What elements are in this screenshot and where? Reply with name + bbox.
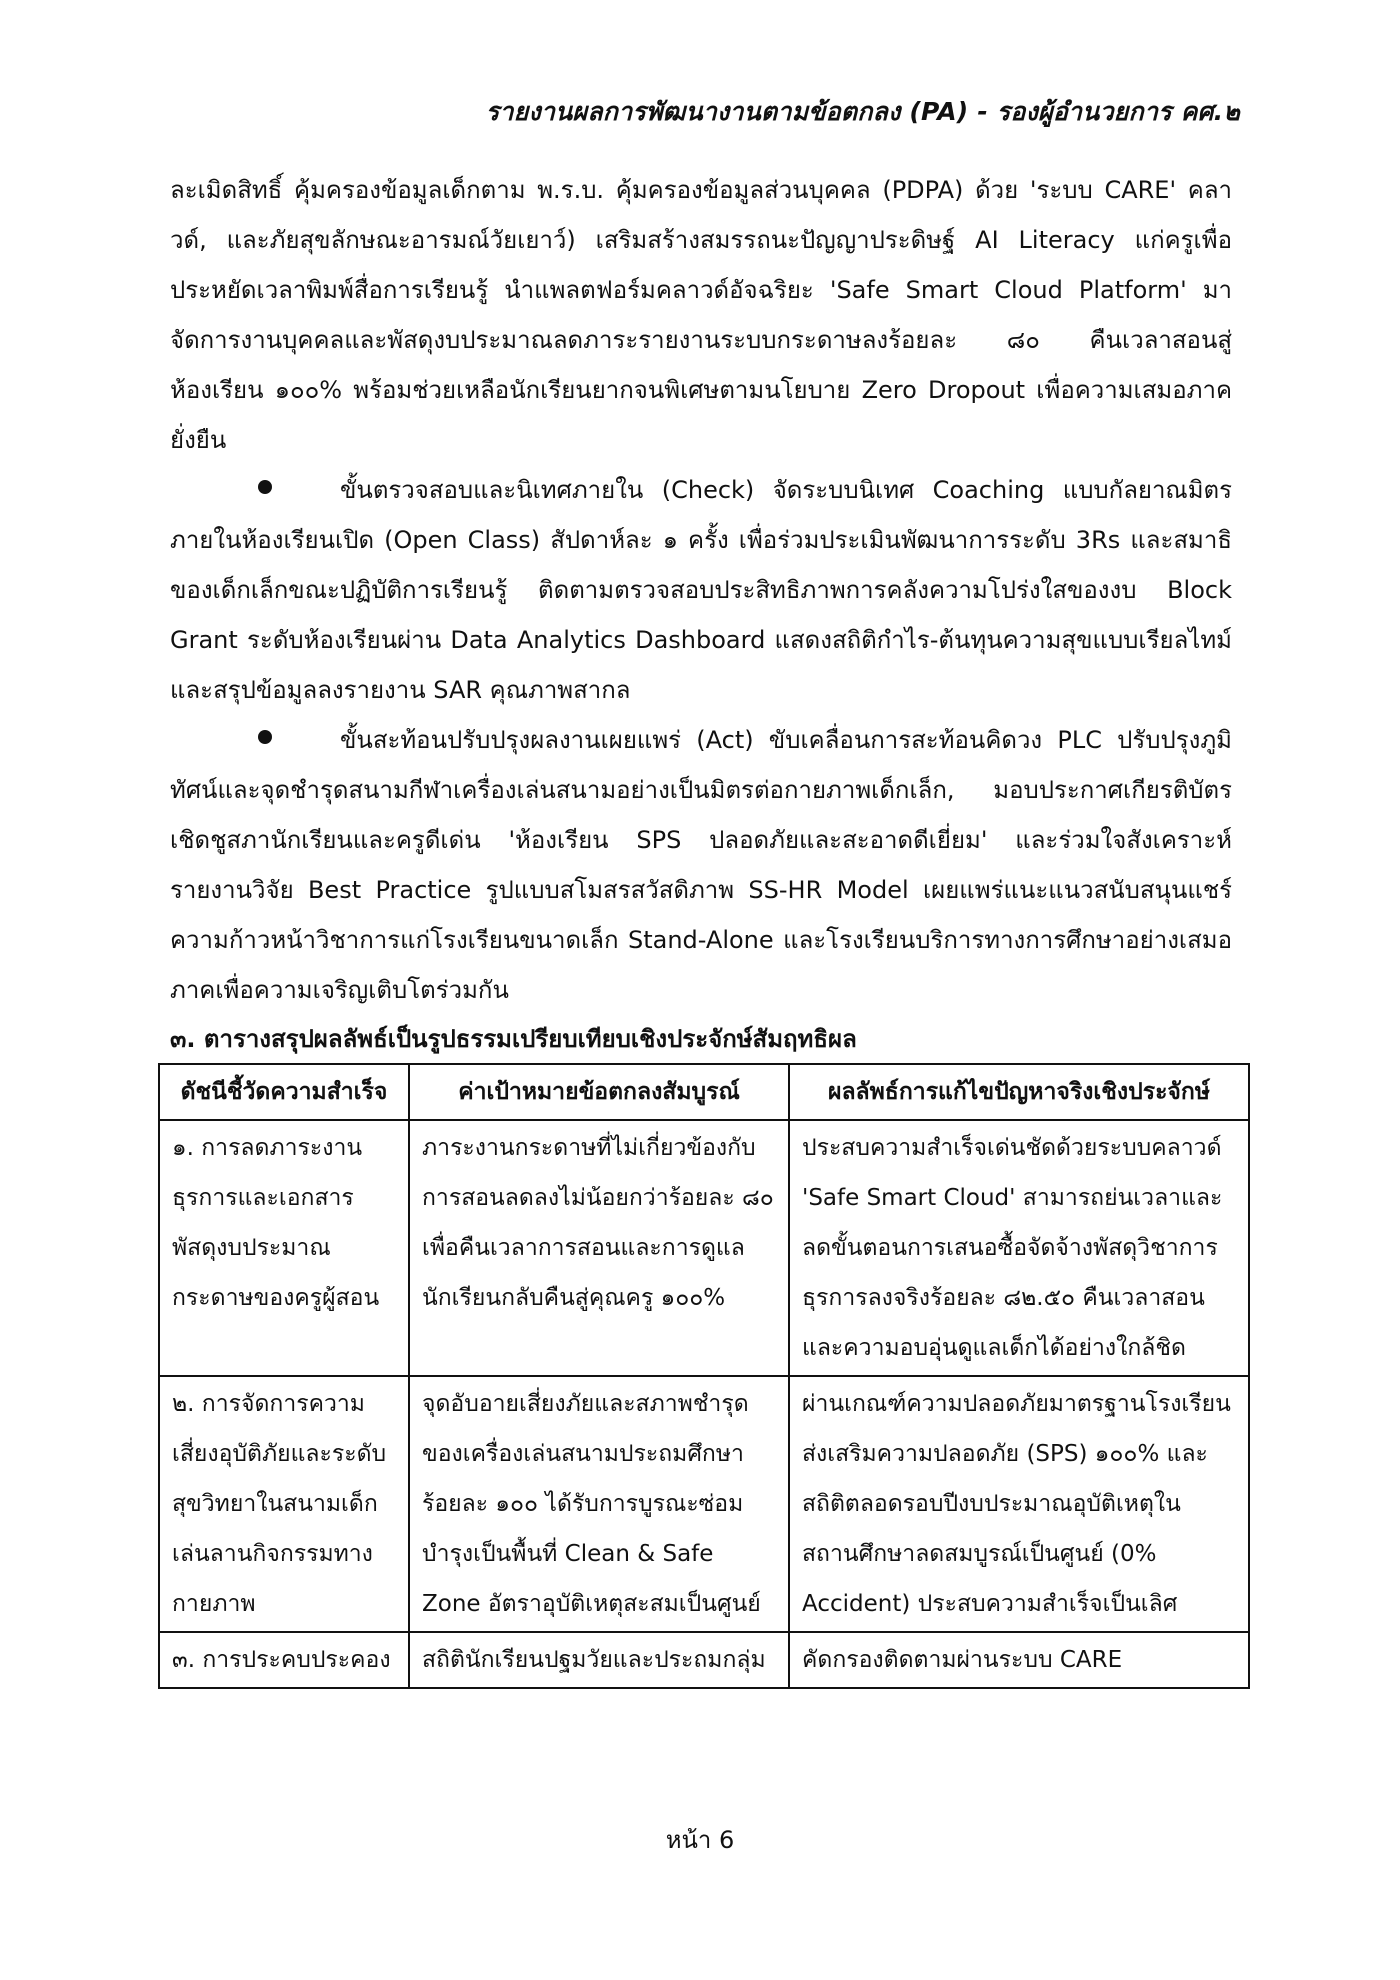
bullet-text: ขั้นสะท้อนปรับปรุงผลงานเผยแพร่ (Act) ขับเคลื่อนการสะท้อนคิดวง PLC ปรับปรุงภูมิทัศน์และจุดชำรุดสนามกีฬาเครื่องเล่นสนามอย่างเป็นมิตรต่อกายภาพเด็กเล็ก, มอบประกาศเกียรติบัตรเชิดชูสภานักเรียนและครูดีเด่น 'ห้องเรียน SPS ปลอดภัยและสะอาดดีเยี่ยม' และร่วมใจสังเคราะห์รายงานวิจัย Best Practice รูปแบบสโมสรสวัสดิภาพ SS-HR Model เผยแพร่แนะแนวสนับสนุนแชร์ความก้าวหน้าวิชาการแก่โรงเรียนขนาดเล็ก Stand-Alone และโรงเรียนบริการทางการศึกษาอย่างเสมอภาคเพื่อความเจริญเติบโตร่วมกัน [170,726,1232,1004]
page-header: รายงานผลการพัฒนางานตามข้อตกลง (PA) - รองผู้อำนวยการ คศ.๒ [485,97,1240,126]
header-result: ผลลัพธ์การแก้ไขปัญหาจริงเชิงประจักษ์ [789,1064,1249,1120]
bullet-icon [258,480,272,494]
header-target: ค่าเป้าหมายข้อตกลงสัมบูรณ์ [409,1064,789,1120]
table-row [159,1120,1249,1376]
cell-indicator: ๑. การลดภาระงานธุรการและเอกสารพัสดุงบประมาณกระดาษของครูผู้สอน [159,1120,409,1376]
table-row [159,1632,1249,1688]
bullet-item-act [170,715,1232,1015]
cell-indicator: ๓. การประคบประคอง [159,1632,409,1688]
cell-indicator: ๒. การจัดการความเสี่ยงอุบัติภัยและระดับสุขวิทยาในสนามเด็กเล่นลานกิจกรรมทางกายภาพ [159,1376,409,1632]
table-header-row [159,1064,1249,1120]
cell-target: ภาระงานกระดาษที่ไม่เกี่ยวข้องกับการสอนลดลงไม่น้อยกว่าร้อยละ ๘๐ เพื่อคืนเวลาการสอนและการดูแลนักเรียนกลับคืนสู่คุณครู ๑๐๐% [409,1120,789,1376]
cell-result: ผ่านเกณฑ์ความปลอดภัยมาตรฐานโรงเรียนส่งเสริมความปลอดภัย (SPS) ๑๐๐% และสถิติตลอดรอบปีงบประมาณอุบัติเหตุในสถานศึกษาลดสมบูรณ์เป็นศูนย์ (0% Accident) ประสบความสำเร็จเป็นเลิศ [789,1376,1249,1632]
cell-result: ประสบความสำเร็จเด่นชัดด้วยระบบคลาวด์ 'Safe Smart Cloud' สามารถย่นเวลาและลดขั้นตอนการเสนอซื้อจัดจ้างพัสดุวิชาการธุรการลงจริงร้อยละ ๘๒.๕๐ คืนเวลาสอนและความอบอุ่นดูแลเด็กได้อย่างใกล้ชิด [789,1120,1249,1376]
results-table [158,1063,1250,1689]
bullet-icon [258,730,272,744]
document-body [170,165,1232,1689]
cell-target: จุดอับอายเสี่ยงภัยและสภาพชำรุดของเครื่องเล่นสนามประถมศึกษาร้อยละ ๑๐๐ ได้รับการบูรณะซ่อมบำรุงเป็นพื้นที่ Clean & Safe Zone อัตราอุบัติเหตุสะสมเป็นศูนย์ [409,1376,789,1632]
cell-target: สถิตินักเรียนปฐมวัยและประถมกลุ่ม [409,1632,789,1688]
cell-result: คัดกรองติดตามผ่านระบบ CARE [789,1632,1249,1688]
table-row [159,1376,1249,1632]
header-indicator: ดัชนีชี้วัดความสำเร็จ [159,1064,409,1120]
page-number: หน้า 6 [665,1826,735,1854]
bullet-text: ขั้นตรวจสอบและนิเทศภายใน (Check) จัดระบบนิเทศ Coaching แบบกัลยาณมิตรภายในห้องเรียนเปิด (Open Class) สัปดาห์ละ ๑ ครั้ง เพื่อร่วมประเมินพัฒนาการระดับ 3Rs และสมาธิของเด็กเล็กขณะปฏิบัติการเรียนรู้ ติดตามตรวจสอบประสิทธิภาพการคลังความโปร่งใสของงบ Block Grant ระดับห้องเรียนผ่าน Data Analytics Dashboard แสดงสถิติกำไร-ต้นทุนความสุขแบบเรียลไทม์ และสรุปข้อมูลลงรายงาน SAR คุณภาพสากล [170,476,1232,704]
body-paragraph: ละเมิดสิทธิ์ คุ้มครองข้อมูลเด็กตาม พ.ร.บ. คุ้มครองข้อมูลส่วนบุคคล (PDPA) ด้วย 'ระบบ CARE' คลาวด์, และภัยสุขลักษณะอารมณ์วัยเยาว์) เสริมสร้างสมรรถนะปัญญาประดิษฐ์ AI Literacy แก่ครูเพื่อประหยัดเวลาพิมพ์สื่อการเรียนรู้ นำแพลตฟอร์มคลาวด์อัจฉริยะ 'Safe Smart Cloud Platform' มาจัดการงานบุคคลและพัสดุงบประมาณลดภาระรายงานระบบกระดาษลงร้อยละ ๘๐ คืนเวลาสอนสู่ห้องเรียน ๑๐๐% พร้อมช่วยเหลือนักเรียนยากจนพิเศษตามนโยบาย Zero Dropout เพื่อความเสมอภาคยั่งยืน [170,176,1232,454]
section-title: ๓. ตารางสรุปผลลัพธ์เป็นรูปธรรมเปรียบเทียบเชิงประจักษ์สัมฤทธิผล [170,1025,857,1053]
bullet-item-check [170,465,1232,715]
